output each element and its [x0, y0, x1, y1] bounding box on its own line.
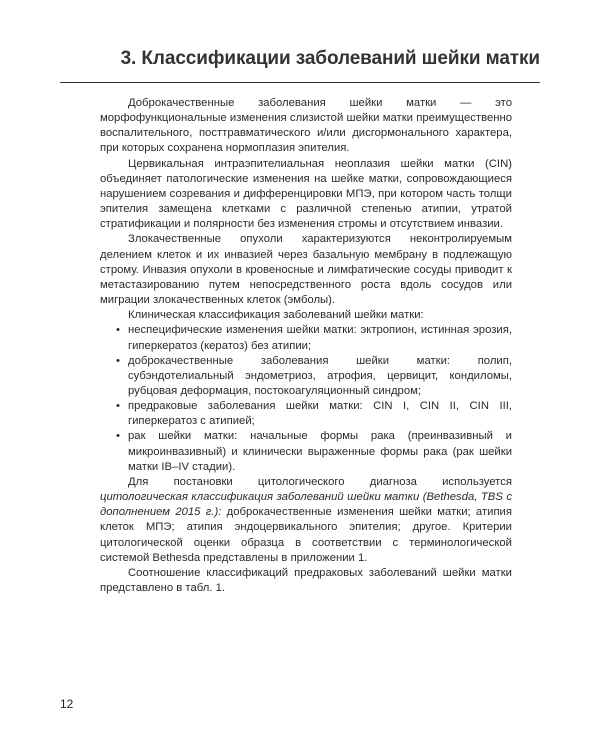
clinical-classification-list — [100, 323, 512, 475]
cytology-text-start: Для постановки цитологического диагноза используется — [128, 475, 512, 488]
list-item-text: доброкачественные заболевания шейки матки: полип, субэндотелиальный эндометриоз, атрофия, цервицит, кондиломы, рубцовая деформация, постокоагуляционный синдром; — [128, 354, 512, 397]
paragraph-table-reference: Соотношение классификаций предраковых заболеваний шейки матки представлено в табл. 1. — [100, 566, 512, 594]
bullet-icon: • — [116, 400, 120, 413]
cytology-classification-name: цитологическая классификация заболеваний шейки матки (Bethesda, TBS с дополнением 2015 г.): — [100, 491, 512, 519]
list-item-text: неспецифические изменения шейки матки: эктропион, истинная эрозия, гиперкератоз (кератоз) без атипии; — [128, 324, 512, 352]
chapter-title: 3. Классификации заболеваний шейки матки — [120, 48, 540, 69]
paragraph-clinical-classification-intro: Клиническая классификация заболеваний шейки матки: — [128, 309, 424, 322]
list-item-text: рак шейки матки: начальные формы рака (преинвазивный и микроинвазивный) и клинически выраженные формы рака (рак шейки матки IB–IV стадии). — [128, 430, 512, 473]
list-item-text: предраковые заболевания шейки матки: CIN I, CIN II, CIN III, гиперкератоз с атипией; — [128, 400, 512, 428]
list-item — [100, 429, 512, 474]
page-header — [60, 40, 540, 83]
list-item — [100, 354, 512, 399]
page-number: 12 — [60, 697, 74, 711]
paragraph-cin-definition: Цервикальная интраэпителиальная неоплазия шейки матки (CIN) объединяет патологические изменения на шейке матки, сопровождающиеся нарушением созревания и дифференцировки МПЭ, при котором часть толщи эпителия замещена клетками с различной степенью атипии, утратой стратификации и полярности без изменения стромы и отсутствием инвазии. — [100, 157, 512, 231]
cytology-text-end: доброкачественные изменения шейки матки; атипия клеток МПЭ; атипия эндоцервикального эпителия; другое. Критерии цитологической оценки образца в соответствии с терминологической системой Bethesda представлены в приложении 1. — [100, 506, 512, 564]
bullet-icon: • — [116, 324, 120, 337]
bullet-icon: • — [116, 430, 120, 443]
bullet-icon: • — [116, 354, 120, 367]
list-item — [100, 399, 512, 429]
body-text — [100, 96, 512, 596]
list-item — [100, 323, 512, 353]
paragraph-malignant-definition: Злокачественные опухоли характеризуются неконтролируемым делением клеток и их инвазией через базальную мембрану в подлежащую строму. Инвазия опухоли в кровеносные и лимфатические сосуды приводит к метастазированию путем непосредственного роста вдоль сосудов или миграции злокачественных клеток (эмболы). — [100, 233, 512, 307]
paragraph-cytology-classification — [100, 475, 512, 566]
paragraph-benign-definition: Доброкачественные заболевания шейки матки — это морфофункциональные изменения слизистой шейки матки преимущественно воспалительного, посттравматического и/или дисгормонального характера, при которых сохранена нормоплазия эпителия. — [100, 97, 512, 155]
